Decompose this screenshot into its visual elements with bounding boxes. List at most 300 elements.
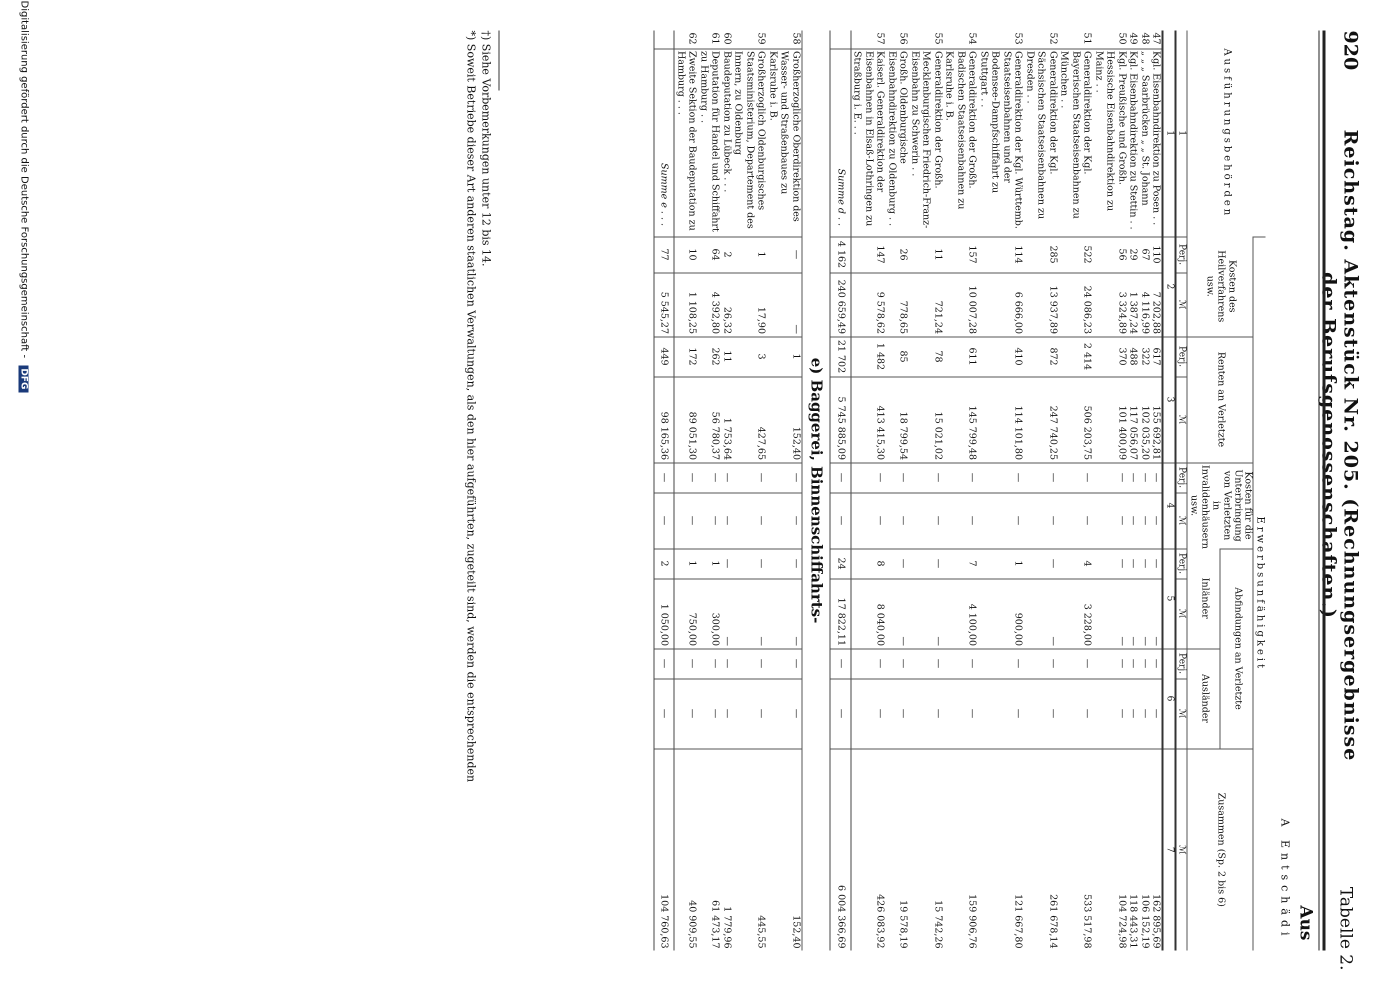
table-cell: 15 742,26 [908, 748, 943, 950]
sum-cell: 21 702 [830, 336, 851, 376]
sum-cell: — [653, 678, 674, 748]
table-cell: — [766, 236, 801, 272]
header-row-colnums [1162, 30, 1174, 950]
col1-number: 1 [1175, 30, 1187, 236]
col-num-2: 2 [1162, 236, 1174, 336]
table-cell: — [1138, 462, 1150, 492]
sum-cell: 449 [653, 336, 674, 376]
table-cell: 155 692,81 [1150, 376, 1163, 462]
col-num-6: 6 [1162, 648, 1174, 748]
table-cell: — [1023, 492, 1058, 548]
table-cell: — [1138, 648, 1150, 678]
table-cell: 1 [674, 548, 698, 578]
mark-label: ℳ [1175, 748, 1187, 950]
row-number: 58 [789, 32, 801, 45]
table-cell: — [943, 492, 978, 548]
col-num-3: 3 [1162, 336, 1174, 462]
row-number: 59 [755, 32, 767, 45]
table-cell: — [766, 492, 801, 548]
row-number: 61 [709, 32, 721, 45]
table-cell: — [908, 578, 943, 648]
table-cell: — [1023, 462, 1058, 492]
table-cell: 285 [1023, 236, 1058, 272]
table-cell: — [1092, 578, 1127, 648]
table-cell: — [674, 492, 698, 548]
row-number: 49 [1127, 32, 1139, 45]
table-cell: 2 [720, 236, 732, 272]
authority-name: „ „ „ Saarbrücken „ „ St. Johann [1138, 48, 1150, 236]
sum-cell: 1 050,00 [653, 578, 674, 648]
table-cell: — [943, 678, 978, 748]
table-cell: — [885, 678, 908, 748]
table-cell: — [885, 578, 908, 648]
table-cell: — [1092, 548, 1127, 578]
table-cell: — [850, 648, 885, 678]
table-cell: — [1058, 678, 1093, 748]
table-cell: — [720, 548, 732, 578]
table-cell: — [1127, 648, 1139, 678]
table-cell: 67 [1138, 236, 1150, 272]
col7-title: Zusammen (Sp. 2 bis 6) [1186, 748, 1253, 950]
table-cell: 26 [885, 236, 908, 272]
section-e-title: e) Baggerei, Binnenschiffahrts- [801, 30, 830, 950]
authority-name: Deputation für Handel und Schiffahrt zu Hamburg . . [697, 48, 720, 236]
table-cell: — [1150, 578, 1163, 648]
digitization-credit [18, 0, 29, 1000]
mark-label: ℳ [1175, 272, 1187, 336]
sum-cell: 24 [830, 548, 851, 578]
table-cell: 18 799,54 [885, 376, 908, 462]
table-cell: 13 937,89 [1023, 272, 1058, 336]
col1-title: Ausführungsbehörden [1186, 30, 1265, 236]
table-cell: 322 [1138, 336, 1150, 376]
table-row [1092, 30, 1127, 950]
table-row [885, 30, 908, 950]
sum-cell: — [830, 462, 851, 492]
table-cell: 4 100,00 [943, 578, 978, 648]
table-cell: — [1058, 648, 1093, 678]
table-cell: 118 443,31 [1127, 748, 1139, 950]
table-cell: — [885, 648, 908, 678]
table-cell: 413 415,30 [850, 376, 885, 462]
row-number: 57 [874, 32, 886, 45]
table-cell: 117 056,07 [1127, 376, 1139, 462]
table-cell: — [1138, 492, 1150, 548]
footnotes [463, 30, 493, 782]
pers-label: Perj. [1175, 236, 1187, 272]
authority-name: Kgl. Preußische und Großh. Hessische Eisenbahndirektion zu Mainz . . [1092, 48, 1127, 236]
table-cell: 162 895,69 [1150, 748, 1163, 950]
page-title: Reichstag. Aktenstück Nr. 205. (Rechnungsergebnisse der Berufsgenossenschaften.) [1317, 129, 1361, 761]
table-cell: 159 906,76 [943, 748, 978, 950]
col2-title: Kosten des Heilverfahrens usw. [1186, 236, 1253, 336]
table-cell: — [732, 462, 767, 492]
row-number: 51 [1081, 32, 1093, 45]
table-cell: 102 035,20 [1138, 376, 1150, 462]
table-cell: 506 203,75 [1058, 376, 1093, 462]
sum-cell: 6 004 366,69 [830, 748, 851, 950]
table-cell: 61 473,17 [697, 748, 720, 950]
row-number: 50 [1115, 32, 1127, 45]
table-cell: 17,90 [732, 272, 767, 336]
table-cell: 247 740,25 [1023, 376, 1058, 462]
table-cell: — [732, 492, 767, 548]
table-cell: — [1092, 648, 1127, 678]
table-cell: 8 [850, 548, 885, 578]
table-cell: — [720, 648, 732, 678]
table-cell: — [977, 462, 1023, 492]
table-cell: — [674, 678, 698, 748]
table-cell: — [1138, 578, 1150, 648]
table-cell: 7 [943, 548, 978, 578]
page-number: 920 [1339, 30, 1361, 70]
table-cell: — [943, 648, 978, 678]
col3-title: Renten an Verletzte [1186, 336, 1253, 462]
table-cell: — [1058, 462, 1093, 492]
table-cell: 261 678,14 [1023, 748, 1058, 950]
table-cell: 104 724,98 [1092, 748, 1127, 950]
table-cell: — [766, 548, 801, 578]
authority-name: Generaldirektion der Kgl. Sächsischen Staatseisenbahnen zu Dresden . . [1023, 48, 1058, 236]
table-row [1127, 30, 1139, 950]
authority-name: Generaldirektion der Großh. Mecklenburgischen Friedrich-Franz-Eisenbahn zu Schwerin . . [908, 48, 943, 236]
table-cell: — [885, 492, 908, 548]
authority-name: Baudeputation zu Lübeck . . . [720, 48, 732, 236]
row-number: 55 [931, 32, 943, 45]
table-cell: 6 666,00 [977, 272, 1023, 336]
table-cell: 29 [1127, 236, 1139, 272]
table-cell: 78 [908, 336, 943, 376]
table-cell: 40 909,55 [674, 748, 698, 950]
table-cell: — [908, 462, 943, 492]
pers-label: Perj. [1175, 648, 1187, 678]
table-cell: — [943, 462, 978, 492]
table-cell: 3 [732, 336, 767, 376]
table-cell: 900,00 [977, 578, 1023, 648]
table-cell: 300,00 [697, 578, 720, 648]
table-cell: — [697, 678, 720, 748]
header-row-units [1175, 30, 1187, 950]
table-row [908, 30, 943, 950]
table-cell: — [1127, 548, 1139, 578]
table-cell: — [908, 648, 943, 678]
table-cell: 721,24 [908, 272, 943, 336]
table-row [1150, 30, 1163, 950]
mark-label: ℳ [1175, 678, 1187, 748]
table-cell: — [766, 462, 801, 492]
table-cell: — [720, 462, 732, 492]
col6-title: Ausländer [1186, 648, 1219, 748]
table-cell: 8 040,00 [850, 578, 885, 648]
footnote: †) Siehe Vorbemerkungen unter 12 bis 14. [479, 30, 492, 267]
table-cell: — [908, 678, 943, 748]
table-row [1138, 30, 1150, 950]
table-cell: — [977, 492, 1023, 548]
table-cell: 2 414 [1058, 336, 1093, 376]
table-cell: — [850, 678, 885, 748]
sum-label: Summe e . . . [653, 48, 674, 236]
section-d-body [850, 30, 1162, 950]
sum-cell: 5 745 885,09 [830, 376, 851, 462]
table-cell: 427,65 [732, 376, 767, 462]
header-row-top [1253, 30, 1265, 950]
sum-d-body [801, 30, 850, 950]
table-cell: 15 021,02 [908, 376, 943, 462]
table-cell: — [674, 648, 698, 678]
sum-cell: — [653, 648, 674, 678]
table-cell: — [766, 648, 801, 678]
header-rule-thick [1322, 30, 1325, 950]
row-number: 48 [1138, 32, 1150, 45]
table-cell: — [1138, 678, 1150, 748]
table-cell: — [720, 492, 732, 548]
authority-name: Großh. Oldenburgische Eisenbahndirektion zu Oldenburg . . [885, 48, 908, 236]
table-cell: — [1023, 548, 1058, 578]
sum-cell: 98 165,36 [653, 376, 674, 462]
table-row [697, 30, 720, 950]
table-cell: 426 083,92 [850, 748, 885, 950]
table-cell: — [1023, 678, 1058, 748]
page-header [1317, 30, 1361, 970]
table-cell: — [720, 578, 732, 648]
sum-label: Summe d . . [830, 48, 851, 236]
authority-name: Großherzogliche Oberdirektion des Wasser- und Straßenbaues zu Karlsruhe i. B. [766, 48, 801, 236]
pers-label: Perj. [1175, 462, 1187, 492]
table-cell: 1 [732, 236, 767, 272]
table-cell: 7 202,88 [1150, 272, 1163, 336]
authority-name: Kaiserl. Generaldirektion der Eisenbahnen in Elsaß-Lothringen zu Straßburg i. E. . . [850, 48, 885, 236]
col4-title: Kosten für die Unterbringung von Verletzten in Invalidenhäusern usw. [1186, 462, 1253, 548]
table-cell: 56 780,37 [697, 376, 720, 462]
col-num-1: 1 [1162, 30, 1174, 236]
table-cell: 85 [885, 336, 908, 376]
footnote-rule [498, 30, 499, 90]
table-cell: 26,32 [720, 272, 732, 336]
table-cell: — [977, 678, 1023, 748]
table-cell: 110 [1150, 236, 1163, 272]
table-row [977, 30, 1023, 950]
table-cell: 611 [943, 336, 978, 376]
sum-cell: — [653, 492, 674, 548]
table-cell: — [977, 648, 1023, 678]
table-cell: 533 517,98 [1058, 748, 1093, 950]
table-cell: 1 108,25 [674, 272, 698, 336]
table-cell: — [1092, 462, 1127, 492]
table-cell: 11 [908, 236, 943, 272]
entschaedi-label: A Entschädi [1278, 818, 1291, 940]
sum-cell: 5 545,27 [653, 272, 674, 336]
table-cell: 64 [697, 236, 720, 272]
col-num-5: 5 [1162, 548, 1174, 648]
table-cell: 106 152,19 [1138, 748, 1150, 950]
table-cell: 4 392,80 [697, 272, 720, 336]
table-cell: — [908, 492, 943, 548]
table-row [674, 30, 698, 950]
sum-cell: 240 659,49 [830, 272, 851, 336]
authority-name: Kgl. Eisenbahndirektion zu Stettin . . [1127, 48, 1139, 236]
table-cell: — [885, 462, 908, 492]
table-label: Tabelle 2. [1335, 886, 1355, 970]
table-cell: 121 667,80 [977, 748, 1023, 950]
erwerbs-title: Erwerbsunfähigkeit [1253, 236, 1265, 950]
table-cell: — [1127, 578, 1139, 648]
table-cell: — [732, 578, 767, 648]
table-cell: 145 799,48 [943, 376, 978, 462]
section-e-body [674, 30, 802, 950]
table-row [1058, 30, 1093, 950]
row-number: 47 [1150, 32, 1162, 45]
table-cell: — [674, 462, 698, 492]
sum-cell: — [653, 462, 674, 492]
table-cell: — [732, 548, 767, 578]
sum-cell: 104 760,63 [653, 748, 674, 950]
authority-name: Kgl. Eisenbahndirektion zu Posen . . [1150, 48, 1163, 236]
table-row [732, 30, 767, 950]
sum-cell: 77 [653, 236, 674, 272]
table-cell: — [1092, 492, 1127, 548]
table-cell: 114 [977, 236, 1023, 272]
table-cell: 101 400,09 [1092, 376, 1127, 462]
table-cell: 3 228,00 [1058, 578, 1093, 648]
table-cell: 1 [977, 548, 1023, 578]
table-row [943, 30, 978, 950]
table-cell: 56 [1092, 236, 1127, 272]
authority-name: Generaldirektion der Kgl. Bayerischen Staatseisenbahnen zu München . . [1058, 48, 1093, 236]
mark-label: ℳ [1175, 492, 1187, 548]
table-cell: 4 116,99 [1138, 272, 1150, 336]
col-num-4: 4 [1162, 462, 1174, 548]
sum-cell: — [830, 648, 851, 678]
authority-name: Zweite Sektion der Baudeputation zu Hamburg . . . [674, 48, 698, 236]
table-cell: 172 [674, 336, 698, 376]
mark-label: ℳ [1175, 578, 1187, 648]
table-row [720, 30, 732, 950]
table-cell: 410 [977, 336, 1023, 376]
table-row [766, 30, 801, 950]
table-cell: 3 324,89 [1092, 272, 1127, 336]
table-cell: 445,55 [732, 748, 767, 950]
table-cell: 1 387,24 [1127, 272, 1139, 336]
table-cell: — [850, 492, 885, 548]
table-cell: — [732, 648, 767, 678]
table-cell: — [766, 578, 801, 648]
table-cell: 872 [1023, 336, 1058, 376]
table-cell: — [697, 462, 720, 492]
table-cell: 114 101,80 [977, 376, 1023, 462]
row-number: 54 [966, 32, 978, 45]
table-cell: 778,65 [885, 272, 908, 336]
table-cell: — [766, 272, 801, 336]
table-cell: 89 051,30 [674, 376, 698, 462]
table-cell: — [885, 548, 908, 578]
table-cell: — [1127, 678, 1139, 748]
table-cell: — [1092, 678, 1127, 748]
table-cell: — [1150, 492, 1163, 548]
table-cell: 617 [1150, 336, 1163, 376]
table-cell: — [720, 678, 732, 748]
sum-cell: — [830, 492, 851, 548]
data-table [653, 30, 1265, 950]
authority-name: Generaldirektion der Großh. Badischen Staatseisenbahnen zu Karlsruhe i. B. [943, 48, 978, 236]
pers-label: Perj. [1175, 548, 1187, 578]
aus-label: Aus [1295, 904, 1315, 940]
table-row [1023, 30, 1058, 950]
table-cell: — [1127, 462, 1139, 492]
table-cell: 152,40 [766, 748, 801, 950]
table-cell: 522 [1058, 236, 1093, 272]
table-cell: — [1127, 492, 1139, 548]
table-cell: 1 [766, 336, 801, 376]
table-cell: 147 [850, 236, 885, 272]
table-cell: 24 086,23 [1058, 272, 1093, 336]
table-cell: — [1138, 548, 1150, 578]
table-cell: — [697, 492, 720, 548]
table-cell: 750,00 [674, 578, 698, 648]
sum-e-body [653, 30, 674, 950]
table-cell: 11 [720, 336, 732, 376]
table-cell: 1 779,96 [720, 748, 732, 950]
table-cell: — [1023, 578, 1058, 648]
authority-name: Generaldirektion der Kgl. Württemb. Staatseisenbahnen und der Bodensee-Dampfschiffahrt zu Stuttgart . . [977, 48, 1023, 236]
table-cell: — [850, 462, 885, 492]
table-cell: 370 [1092, 336, 1127, 376]
table-cell: 9 578,62 [850, 272, 885, 336]
table-cell: 157 [943, 236, 978, 272]
col-num-7: 7 [1162, 748, 1174, 950]
pers-label: Perj. [1175, 336, 1187, 376]
table-cell: — [766, 678, 801, 748]
dfg-logo: DFG [18, 365, 28, 392]
table-row [850, 30, 885, 950]
row-number: 60 [720, 32, 732, 45]
header-rule-thin [1318, 30, 1319, 950]
sum-cell: 4 162 [830, 236, 851, 272]
sum-row-d [830, 30, 851, 950]
table-cell: 10 007,28 [943, 272, 978, 336]
table-cell: 262 [697, 336, 720, 376]
mark-label: ℳ [1175, 376, 1187, 462]
row-number: 53 [1012, 32, 1024, 45]
table-cell: — [1150, 462, 1163, 492]
table-cell: 1 [697, 548, 720, 578]
table-cell: 1 753,64 [720, 376, 732, 462]
table-cell: 19 578,19 [885, 748, 908, 950]
row-number: 52 [1046, 32, 1058, 45]
sum-cell: — [830, 678, 851, 748]
section-e-heading-row [801, 30, 830, 950]
sum-cell: 2 [653, 548, 674, 578]
table-cell: — [908, 548, 943, 578]
row-number: 56 [897, 32, 909, 45]
table-cell: — [1150, 678, 1163, 748]
table-cell: — [1023, 648, 1058, 678]
digitization-text: Digitalisierung gefördert durch die Deutsche Forschungsgemeinschaft - [18, 0, 29, 358]
table-cell: 152,40 [766, 376, 801, 462]
sum-cell: 17 822,11 [830, 578, 851, 648]
authority-name: Großherzoglich Oldenburgisches Staatsministerium, Departement des Innern, zu Oldenburg [732, 48, 767, 236]
table-cell: 10 [674, 236, 698, 272]
table-cell: 488 [1127, 336, 1139, 376]
table-cell: — [697, 648, 720, 678]
table-cell: — [1058, 492, 1093, 548]
col5-title: Inländer [1186, 548, 1219, 648]
table-cell: — [1150, 648, 1163, 678]
row-number: 62 [686, 32, 698, 45]
table-cell: 4 [1058, 548, 1093, 578]
abfindungen-title: Abfindungen an Verletzte [1220, 548, 1253, 748]
table-cell: — [732, 678, 767, 748]
sum-row-e [653, 30, 674, 950]
